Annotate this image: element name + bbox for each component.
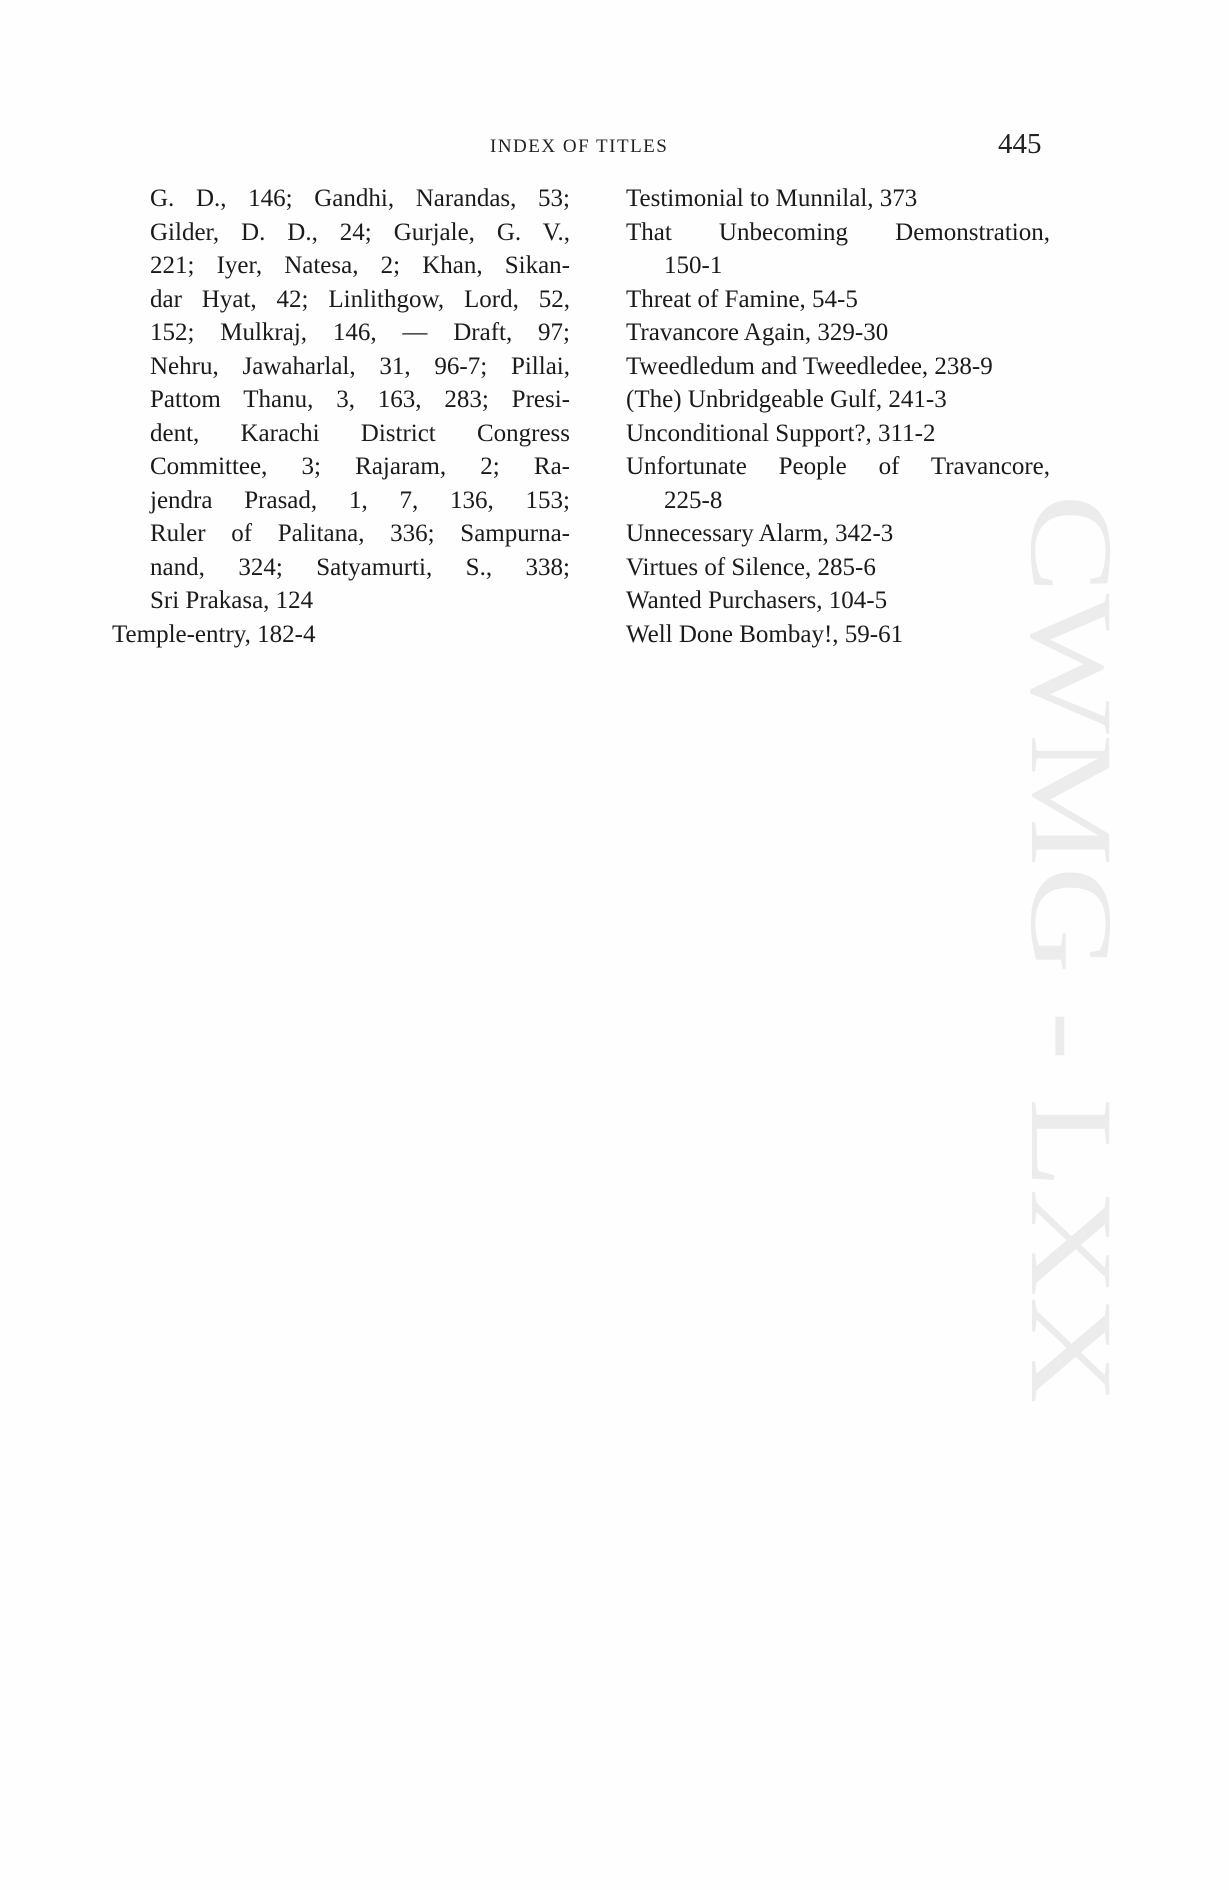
index-line: Gilder, D. D., 24; Gurjale, G. V., — [150, 218, 570, 246]
index-line: Pattom Thanu, 3, 163, 283; Presi- — [150, 386, 570, 413]
index-entry: Wanted Purchasers, 104-5 — [626, 587, 888, 614]
index-entry: Travancore Again, 329-30 — [626, 319, 889, 346]
index-entry-continuation: 225-8 — [664, 486, 723, 514]
index-line: dent, Karachi District Congress — [150, 419, 570, 447]
index-left-column — [112, 182, 570, 651]
watermark-text: CWMG - LXX — [1006, 494, 1137, 1216]
index-line: Committee, 3; Rajaram, 2; Ra- — [150, 453, 570, 480]
index-entry: Well Done Bombay!, 59-61 — [626, 620, 904, 648]
index-line: Nehru, Jawaharlal, 31, 96-7; Pillai, — [150, 352, 570, 380]
index-entry-temple-entry: Temple-entry, 182-4 — [112, 620, 316, 648]
index-line: G. D., 146; Gandhi, Narandas, 53; — [150, 185, 570, 212]
index-line: Sri Prakasa, 124 — [150, 587, 314, 614]
index-entry: Virtues of Silence, 285-6 — [626, 553, 876, 581]
index-entry: Threat of Famine, 54-5 — [626, 285, 858, 313]
index-right-column — [626, 182, 1050, 651]
index-line: 152; Mulkraj, 146, — Draft, 97; — [150, 319, 570, 346]
index-line: dar Hyat, 42; Linlithgow, Lord, 52, — [150, 285, 570, 313]
running-head: INDEX OF TITLES — [490, 136, 669, 157]
index-line: Ruler of Palitana, 336; Sampurna- — [150, 520, 570, 547]
index-line: jendra Prasad, 1, 7, 136, 153; — [150, 486, 570, 514]
page-number: 445 — [998, 128, 1042, 160]
index-entry: Tweedledum and Tweedledee, 238-9 — [626, 352, 993, 380]
index-entry: That Unbecoming Demonstration, — [626, 218, 1050, 246]
index-entry: Testimonial to Munnilal, 373 — [626, 185, 918, 212]
index-entry: (The) Unbridgeable Gulf, 241-3 — [626, 386, 947, 413]
index-line: 221; Iyer, Natesa, 2; Khan, Sikan- — [150, 252, 570, 279]
index-entry-continuation: 150-1 — [664, 252, 723, 279]
index-entry: Unnecessary Alarm, 342-3 — [626, 520, 894, 547]
index-line: nand, 324; Satyamurti, S., 338; — [150, 553, 570, 581]
index-entry: Unconditional Support?, 311-2 — [626, 419, 936, 447]
index-entry: Unfortunate People of Travancore, — [626, 453, 1050, 480]
